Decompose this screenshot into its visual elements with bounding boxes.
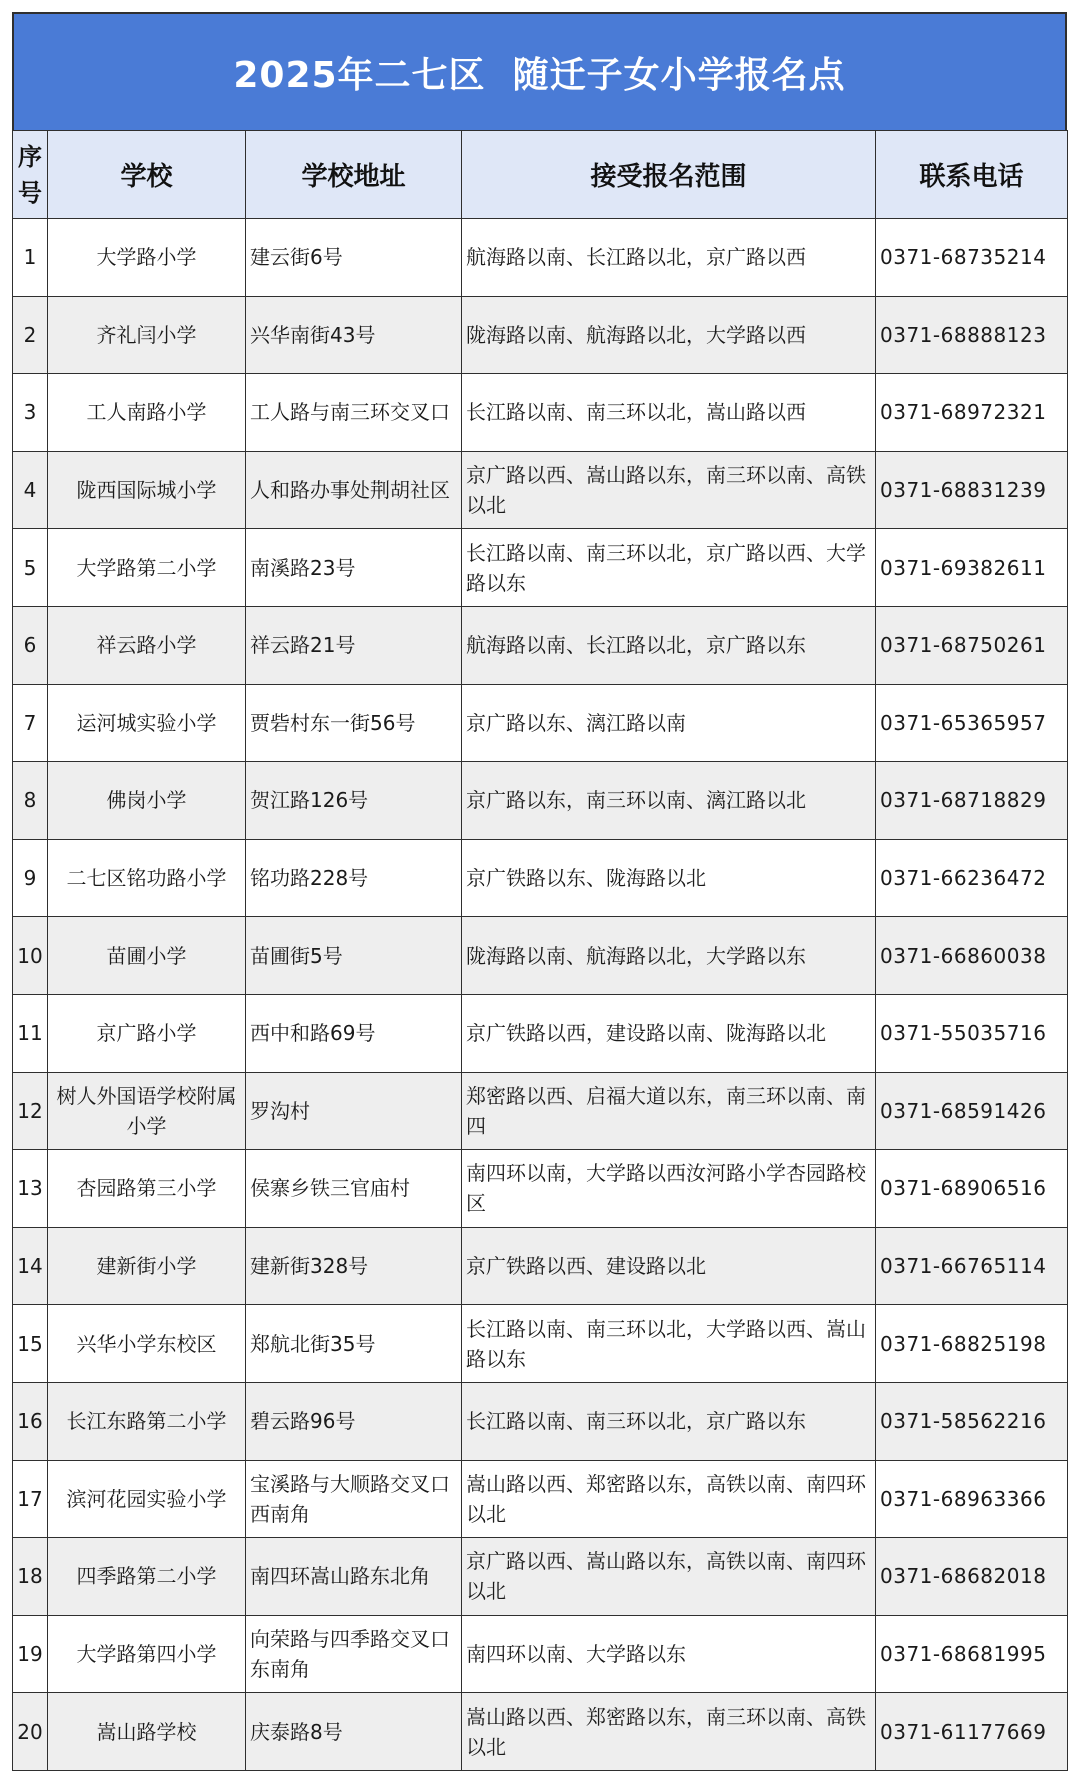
cell-school: [48, 1693, 246, 1771]
table-row: [13, 1460, 1068, 1538]
cell-school: [48, 451, 246, 529]
cell-range-text: 南四环以南、大学路以东: [466, 1641, 686, 1666]
cell-number-text: 4: [23, 478, 37, 503]
cell-address: [246, 994, 462, 1072]
cell-school-text: 苗圃小学: [106, 943, 187, 968]
cell-range: [462, 1305, 876, 1383]
cell-phone-text: 0371-68682018: [880, 1564, 1047, 1589]
registration-sheet: [12, 12, 1067, 1771]
cell-number: [13, 917, 48, 995]
cell-number: [13, 1150, 48, 1228]
cell-phone: [876, 684, 1068, 762]
table-row: [13, 1072, 1068, 1150]
cell-school-text: 四季路第二小学: [76, 1564, 217, 1589]
cell-address-text: 西中和路69号: [250, 1021, 376, 1046]
cell-range-text: 京广路以西、嵩山路以东，高铁以南、南四环以北: [466, 1549, 866, 1604]
cell-address-text: 人和路办事处荆胡社区: [250, 478, 450, 503]
cell-school: [48, 1460, 246, 1538]
cell-school: [48, 1305, 246, 1383]
cell-school: [48, 1382, 246, 1460]
cell-number-text: 9: [23, 866, 37, 891]
cell-phone-text: 0371-69382611: [880, 555, 1047, 580]
table-row: [13, 1305, 1068, 1383]
cell-number: [13, 1382, 48, 1460]
cell-school-text: 建新街小学: [96, 1254, 197, 1279]
header-phone: 联系电话: [876, 131, 1068, 219]
cell-range: [462, 451, 876, 529]
cell-phone-text: 0371-66860038: [880, 943, 1047, 968]
cell-school: [48, 917, 246, 995]
cell-phone: [876, 451, 1068, 529]
page-title: 2025年二七区 随迁子女小学报名点: [233, 54, 846, 96]
cell-school-text: 长江东路第二小学: [66, 1409, 227, 1434]
cell-range: [462, 1693, 876, 1771]
cell-phone: [876, 917, 1068, 995]
cell-range-text: 航海路以南、长江路以北，京广路以东: [466, 633, 806, 658]
cell-number-text: 1: [23, 245, 37, 270]
cell-phone-text: 0371-68735214: [880, 245, 1047, 270]
cell-address-text: 侯寨乡铁三官庙村: [250, 1176, 410, 1201]
header-address: 学校地址: [246, 131, 462, 219]
cell-phone-text: 0371-68963366: [880, 1486, 1047, 1511]
cell-address-text: 苗圃街5号: [250, 943, 343, 968]
cell-range: [462, 1150, 876, 1228]
cell-range: [462, 374, 876, 452]
cell-phone: [876, 1615, 1068, 1693]
header-school: 学校: [48, 131, 246, 219]
cell-number-text: 12: [17, 1098, 43, 1123]
cell-address-text: 宝溪路与大顺路交叉口西南角: [250, 1471, 450, 1526]
cell-address: [246, 451, 462, 529]
cell-school: [48, 296, 246, 374]
cell-phone: [876, 1227, 1068, 1305]
cell-range-text: 嵩山路以西、郑密路以东，南三环以南、高铁以北: [466, 1704, 866, 1759]
cell-address: [246, 529, 462, 607]
cell-school: [48, 1538, 246, 1616]
cell-school-text: 大学路小学: [96, 245, 197, 270]
cell-number: [13, 839, 48, 917]
cell-phone: [876, 1538, 1068, 1616]
cell-phone-text: 0371-68831239: [880, 478, 1047, 503]
table-row: [13, 839, 1068, 917]
cell-phone: [876, 1460, 1068, 1538]
cell-number: [13, 1460, 48, 1538]
cell-school-text: 运河城实验小学: [76, 710, 217, 735]
cell-range-text: 京广铁路以东、陇海路以北: [466, 866, 706, 891]
table-row: [13, 374, 1068, 452]
table-header-row: [13, 131, 1068, 219]
cell-range: [462, 1382, 876, 1460]
cell-phone-text: 0371-68750261: [880, 633, 1047, 658]
cell-range: [462, 684, 876, 762]
cell-number-text: 10: [17, 943, 43, 968]
cell-phone-text: 0371-68681995: [880, 1641, 1047, 1666]
cell-number-text: 8: [23, 788, 37, 813]
cell-school-text: 工人南路小学: [86, 400, 207, 425]
cell-number: [13, 1615, 48, 1693]
title-bar: [12, 12, 1067, 130]
cell-number: [13, 451, 48, 529]
cell-school: [48, 219, 246, 297]
cell-phone-text: 0371-61177669: [880, 1719, 1047, 1744]
cell-address: [246, 1150, 462, 1228]
cell-school: [48, 606, 246, 684]
cell-number-text: 15: [17, 1331, 43, 1356]
cell-address-text: 碧云路96号: [250, 1409, 356, 1434]
cell-address: [246, 917, 462, 995]
cell-range: [462, 529, 876, 607]
cell-phone-text: 0371-68888123: [880, 322, 1047, 347]
cell-address-text: 贾砦村东一街56号: [250, 710, 416, 735]
cell-number-text: 19: [17, 1641, 43, 1666]
cell-phone: [876, 606, 1068, 684]
cell-school-text: 祥云路小学: [96, 633, 197, 658]
cell-address: [246, 1460, 462, 1538]
cell-range: [462, 762, 876, 840]
cell-range-text: 长江路以南、南三环以北，大学路以西、嵩山路以东: [466, 1316, 866, 1371]
cell-number: [13, 219, 48, 297]
cell-address: [246, 1693, 462, 1771]
cell-number-text: 2: [23, 322, 37, 347]
cell-number-text: 17: [17, 1486, 43, 1511]
cell-number-text: 20: [17, 1719, 43, 1744]
cell-address-text: 建新街328号: [250, 1254, 369, 1279]
cell-range-text: 陇海路以南、航海路以北，大学路以西: [466, 322, 806, 347]
cell-address: [246, 684, 462, 762]
school-table: [12, 130, 1068, 1771]
table-row: [13, 994, 1068, 1072]
cell-address-text: 建云街6号: [250, 245, 343, 270]
cell-address-text: 南四环嵩山路东北角: [250, 1564, 430, 1589]
cell-range: [462, 994, 876, 1072]
cell-school: [48, 1072, 246, 1150]
table-row: [13, 1615, 1068, 1693]
cell-address: [246, 219, 462, 297]
cell-phone: [876, 296, 1068, 374]
cell-school-text: 二七区铭功路小学: [66, 866, 227, 891]
cell-number-text: 14: [17, 1254, 43, 1279]
cell-phone: [876, 1150, 1068, 1228]
cell-school-text: 大学路第二小学: [76, 555, 217, 580]
cell-address: [246, 1382, 462, 1460]
cell-range-text: 航海路以南、长江路以北，京广路以西: [466, 245, 806, 270]
cell-school: [48, 762, 246, 840]
cell-range-text: 京广路以西、嵩山路以东，南三环以南、高铁以北: [466, 463, 866, 518]
cell-address: [246, 606, 462, 684]
cell-phone: [876, 1693, 1068, 1771]
cell-range-text: 长江路以南、南三环以北，嵩山路以西: [466, 400, 806, 425]
cell-number: [13, 1227, 48, 1305]
cell-address-text: 祥云路21号: [250, 633, 356, 658]
cell-phone-text: 0371-68718829: [880, 788, 1047, 813]
cell-number-text: 5: [23, 555, 37, 580]
cell-phone: [876, 762, 1068, 840]
cell-school: [48, 839, 246, 917]
cell-address-text: 庆泰路8号: [250, 1719, 343, 1744]
cell-number-text: 6: [23, 633, 37, 658]
cell-address: [246, 1305, 462, 1383]
cell-address-text: 南溪路23号: [250, 555, 356, 580]
cell-address: [246, 1072, 462, 1150]
cell-range: [462, 296, 876, 374]
cell-phone-text: 0371-68906516: [880, 1176, 1047, 1201]
cell-number: [13, 374, 48, 452]
cell-phone: [876, 839, 1068, 917]
table-row: [13, 1382, 1068, 1460]
cell-address-text: 郑航北街35号: [250, 1331, 376, 1356]
cell-range-text: 南四环以南，大学路以西汝河路小学杏园路校区: [466, 1161, 866, 1216]
cell-number: [13, 1693, 48, 1771]
cell-phone-text: 0371-68591426: [880, 1098, 1047, 1123]
cell-number: [13, 994, 48, 1072]
cell-range: [462, 1538, 876, 1616]
cell-number: [13, 684, 48, 762]
cell-range: [462, 1460, 876, 1538]
cell-address: [246, 1538, 462, 1616]
table-row: [13, 1538, 1068, 1616]
cell-range: [462, 839, 876, 917]
cell-school-text: 佛岗小学: [106, 788, 187, 813]
cell-phone: [876, 1305, 1068, 1383]
cell-phone-text: 0371-66236472: [880, 866, 1047, 891]
cell-number: [13, 606, 48, 684]
cell-range-text: 郑密路以西、启福大道以东，南三环以南、南四: [466, 1083, 866, 1138]
cell-school: [48, 1150, 246, 1228]
cell-range: [462, 606, 876, 684]
cell-address-text: 贺江路126号: [250, 788, 369, 813]
cell-phone-text: 0371-66765114: [880, 1254, 1047, 1279]
cell-phone-text: 0371-55035716: [880, 1021, 1047, 1046]
cell-number-text: 16: [17, 1409, 43, 1434]
cell-number-text: 13: [17, 1176, 43, 1201]
table-row: [13, 296, 1068, 374]
header-num: 序号: [13, 131, 48, 219]
table-row: [13, 451, 1068, 529]
cell-number: [13, 296, 48, 374]
cell-address: [246, 1227, 462, 1305]
cell-range: [462, 1072, 876, 1150]
cell-school-text: 兴华小学东校区: [76, 1331, 217, 1356]
cell-range-text: 京广铁路以西，建设路以南、陇海路以北: [466, 1021, 826, 1046]
cell-school: [48, 374, 246, 452]
cell-school-text: 杏园路第三小学: [76, 1176, 217, 1201]
cell-range-text: 京广路以东，南三环以南、漓江路以北: [466, 788, 806, 813]
cell-address: [246, 762, 462, 840]
table-body: [13, 219, 1068, 1771]
cell-number-text: 11: [17, 1021, 43, 1046]
table-row: [13, 219, 1068, 297]
table-row: [13, 684, 1068, 762]
cell-school: [48, 529, 246, 607]
cell-address: [246, 374, 462, 452]
cell-phone-text: 0371-65365957: [880, 710, 1047, 735]
cell-number-text: 18: [17, 1564, 43, 1589]
cell-range: [462, 917, 876, 995]
cell-address-text: 兴华南街43号: [250, 322, 376, 347]
cell-range-text: 嵩山路以西、郑密路以东，高铁以南、南四环以北: [466, 1471, 866, 1526]
cell-range-text: 长江路以南、南三环以北，京广路以西、大学路以东: [466, 540, 866, 595]
cell-address-text: 工人路与南三环交叉口: [250, 400, 450, 425]
cell-range-text: 京广铁路以西、建设路以北: [466, 1254, 706, 1279]
cell-phone: [876, 1382, 1068, 1460]
cell-number: [13, 529, 48, 607]
cell-number: [13, 1305, 48, 1383]
cell-school-text: 京广路小学: [96, 1021, 197, 1046]
cell-range: [462, 219, 876, 297]
cell-range-text: 长江路以南、南三环以北，京广路以东: [466, 1409, 806, 1434]
cell-school-text: 齐礼闫小学: [96, 322, 197, 347]
table-row: [13, 1150, 1068, 1228]
cell-number: [13, 1538, 48, 1616]
cell-phone: [876, 994, 1068, 1072]
cell-school-text: 滨河花园实验小学: [66, 1486, 227, 1511]
cell-address: [246, 296, 462, 374]
table-row: [13, 762, 1068, 840]
cell-phone: [876, 529, 1068, 607]
cell-school-text: 嵩山路学校: [96, 1719, 197, 1744]
cell-phone: [876, 374, 1068, 452]
cell-phone-text: 0371-58562216: [880, 1409, 1047, 1434]
cell-address-text: 罗沟村: [250, 1098, 310, 1123]
table-row: [13, 917, 1068, 995]
table-row: [13, 529, 1068, 607]
cell-address-text: 铭功路228号: [250, 866, 369, 891]
cell-range-text: 京广路以东、漓江路以南: [466, 710, 686, 735]
cell-school-text: 大学路第四小学: [76, 1641, 217, 1666]
cell-school: [48, 994, 246, 1072]
cell-number-text: 7: [23, 710, 37, 735]
table-row: [13, 606, 1068, 684]
cell-number-text: 3: [23, 400, 37, 425]
table-row: [13, 1693, 1068, 1771]
cell-number: [13, 1072, 48, 1150]
cell-number: [13, 762, 48, 840]
cell-phone: [876, 1072, 1068, 1150]
cell-range-text: 陇海路以南、航海路以北，大学路以东: [466, 943, 806, 968]
cell-phone-text: 0371-68825198: [880, 1331, 1047, 1356]
cell-address: [246, 1615, 462, 1693]
header-range: 接受报名范围: [462, 131, 876, 219]
cell-address: [246, 839, 462, 917]
cell-range: [462, 1615, 876, 1693]
cell-range: [462, 1227, 876, 1305]
cell-school: [48, 1615, 246, 1693]
cell-school: [48, 684, 246, 762]
cell-phone: [876, 219, 1068, 297]
table-row: [13, 1227, 1068, 1305]
cell-school: [48, 1227, 246, 1305]
cell-school-text: 树人外国语学校附属小学: [56, 1083, 237, 1138]
cell-phone-text: 0371-68972321: [880, 400, 1047, 425]
cell-school-text: 陇西国际城小学: [76, 478, 217, 503]
cell-address-text: 向荣路与四季路交叉口东南角: [250, 1626, 450, 1681]
